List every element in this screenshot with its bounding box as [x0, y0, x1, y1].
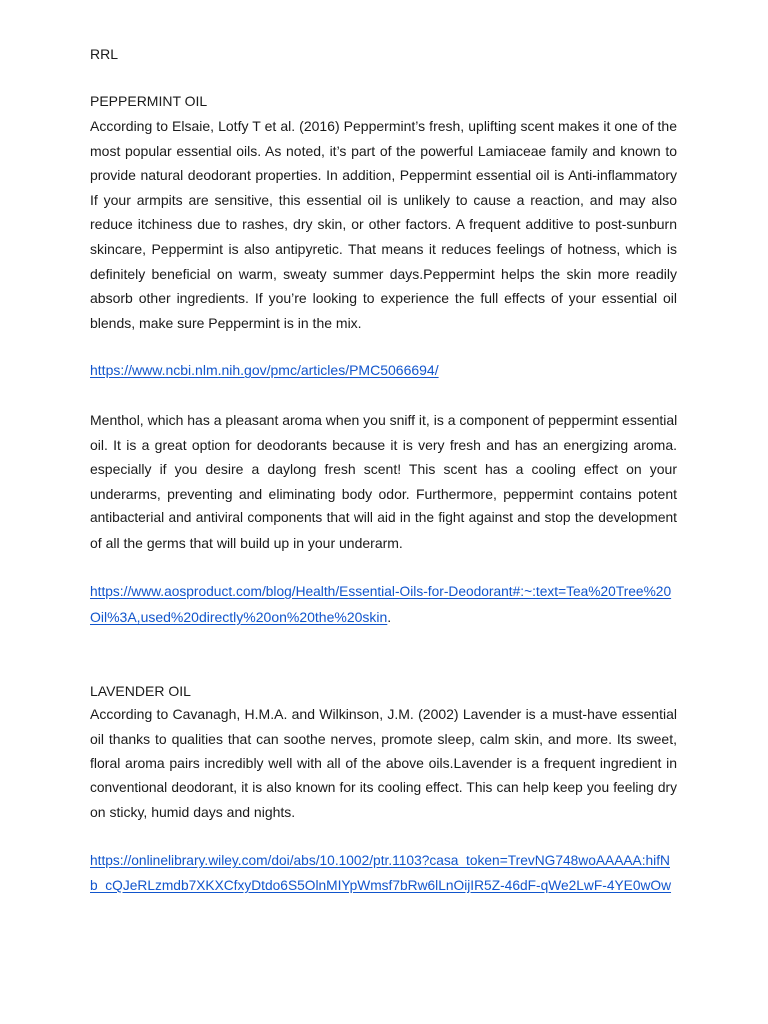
peppermint-paragraph-1: [90, 114, 677, 335]
ncbi-reference-link[interactable]: https://www.ncbi.nlm.nih.gov/pmc/articles/PMC5066694/: [90, 362, 439, 378]
text-line: most popular essential oils. As noted, it’s part of the powerful Lamiaceae family and known to: [90, 142, 677, 159]
peppermint-reference-2: [90, 580, 677, 629]
text-line: underarms, preventing and eliminating body odor. Furthermore, peppermint contains potent: [90, 485, 677, 502]
link-trailing-period: .: [387, 608, 392, 625]
aosproduct-reference-link-continued[interactable]: Oil%3A,used%20directly%20on%20the%20skin: [90, 608, 388, 625]
lavender-reference: [90, 849, 677, 898]
text-line: oil. It is a great option for deodorants because it is very fresh and has an energizing aroma.: [90, 436, 677, 453]
wiley-reference-link-continued[interactable]: b_cQJeRLzmdb7XKXCfxyDtdo6S5OlnMIYpWmsf7bRw6lLnOijIR5Z-46dF-qWe2LwF-4YE0wOw: [90, 877, 672, 893]
text-line: blends, make sure Peppermint is in the mix.: [90, 314, 362, 331]
text-line: According to Elsaie, Lotfy T et al. (2016) Peppermint’s fresh, uplifting scent makes it one of the: [90, 118, 677, 134]
text-line: provide natural deodorant properties. In addition, Peppermint essential oil is Anti-inflammatory: [90, 167, 677, 184]
text-line: antibacterial and antiviral components that will aid in the fight against and stop the development: [90, 510, 677, 526]
text-line: floral aroma pairs incredibly well with all of the above oils.Lavender is a frequent ingredient in: [90, 755, 677, 772]
text-line: especially if you desire a daylong fresh scent! This scent has a cooling effect on your: [90, 461, 677, 478]
text-line: According to Cavanagh, H.M.A. and Wilkinson, J.M. (2002) Lavender is a must-have essential: [90, 706, 677, 722]
text-line: conventional deodorant, it is also known for its cooling effect. This can help keep you feeling dry: [90, 779, 677, 795]
text-line: reduce itchiness due to rashes, dry skin, or other factors. A frequent additive to post-sunburn: [90, 216, 677, 233]
lavender-paragraph-1: [90, 702, 677, 825]
wiley-reference-link[interactable]: https://onlinelibrary.wiley.com/doi/abs/10.1002/ptr.1103?casa_token=TrevNG748woAAAAA:hifN: [90, 853, 670, 868]
document-title: RRL: [90, 46, 119, 62]
aosproduct-reference-link[interactable]: https://www.aosproduct.com/blog/Health/Essential-Oils-for-Deodorant#:~:text=Tea%20Tree%20: [90, 584, 672, 599]
text-line: skincare, Peppermint is also antipyretic. That means it reduces feelings of hotness, which is: [90, 240, 677, 257]
peppermint-heading: PEPPERMINT OIL: [90, 93, 208, 109]
text-line: oil thanks to qualities that can soothe nerves, promote sleep, calm skin, and more. Its sweet,: [90, 730, 677, 747]
text-line: absorb other ingredients. If you’re looking to experience the full effects of your essential oil: [90, 290, 677, 307]
text-line: Menthol, which has a pleasant aroma when you sniff it, is a component of peppermint essential: [90, 412, 678, 428]
text-line: definitely beneficial on warm, sweaty summer days.Peppermint helps the skin more readily: [90, 265, 677, 282]
lavender-heading: LAVENDER OIL: [90, 683, 191, 699]
text-line: of all the germs that will build up in your underarm.: [90, 534, 403, 551]
peppermint-reference-1: [90, 358, 677, 383]
peppermint-paragraph-2: [90, 408, 677, 556]
text-line: on sticky, humid days and nights.: [90, 804, 296, 821]
text-line: If your armpits are sensitive, this essential oil is unlikely to cause a reaction, and may also: [90, 191, 677, 208]
